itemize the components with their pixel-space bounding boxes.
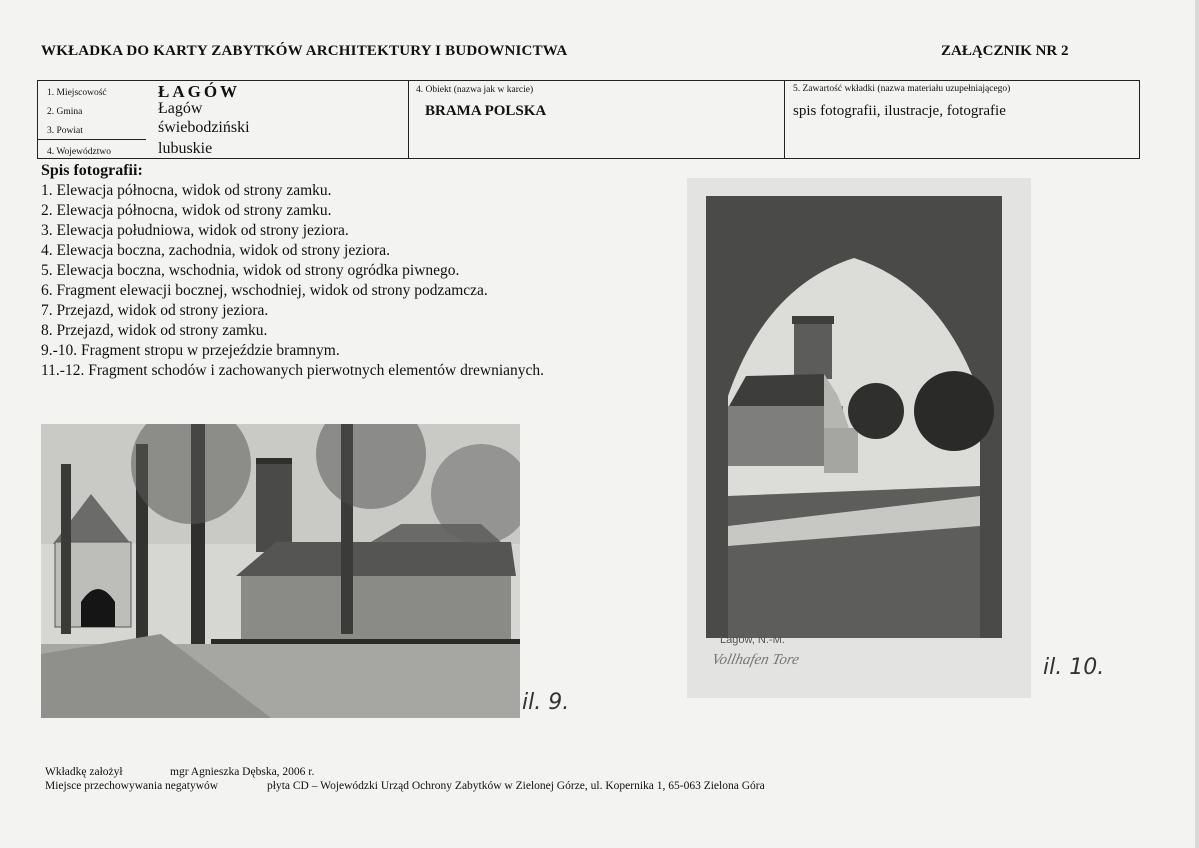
label-commune: 2. Gmina (47, 107, 83, 117)
list-item: 7. Przejazd, widok od strony jeziora. (41, 302, 269, 319)
value-locality: ŁAGÓW (158, 82, 241, 101)
footer-storage (45, 780, 765, 792)
row-locality (38, 81, 409, 100)
row-district (38, 119, 409, 138)
page-edge (1195, 0, 1199, 848)
illustration-10-print-caption: Lagow, N.-M. (720, 634, 785, 646)
label-locality: 1. Miejscowość (47, 88, 107, 98)
value-object: BRAMA POLSKA (425, 103, 547, 119)
value-voivodeship: lubuskie (158, 140, 213, 157)
list-item: 6. Fragment elewacji bocznej, wschodniej, widok od strony podzamcza. (41, 282, 488, 299)
footer-founded (45, 766, 315, 778)
location-column (38, 81, 409, 158)
list-item: 4. Elewacja boczna, zachodnia, widok od strony jeziora. (41, 242, 391, 259)
list-item: 2. Elewacja północna, widok od strony zamku. (41, 202, 332, 219)
illustration-10-mount (687, 178, 1031, 698)
value-commune: Łagów (158, 100, 203, 117)
list-item: 11.-12. Fragment schodów i zachowanych pierwotnych elementów drewnianych. (41, 362, 545, 379)
footer-founded-value: mgr Agnieszka Dębska, 2006 r. (170, 766, 315, 778)
illustration-10-mark: il. 10. (1043, 655, 1105, 680)
illustration-10-image (706, 196, 1002, 638)
photo-list-heading: Spis fotografii: (41, 162, 143, 179)
footer-storage-value: płyta CD – Wojewódzki Urząd Ochrony Zabytków w Zielonej Górze, ul. Kopernika 1, 65-063 Zielona Góra (267, 780, 765, 792)
document-title: WKŁADKA DO KARTY ZABYTKÓW ARCHITEKTURY I BUDOWNICTWA (41, 43, 568, 59)
photo-list (41, 181, 544, 381)
annex-number: ZAŁĄCZNIK NR 2 (941, 43, 1069, 59)
footer-founded-label: Wkładkę założył (45, 766, 123, 778)
content-column (785, 81, 1139, 158)
info-table (37, 80, 1140, 159)
list-item: 1. Elewacja północna, widok od strony zamku. (41, 182, 332, 199)
row-voivodeship (38, 139, 146, 159)
list-item: 3. Elewacja południowa, widok od strony jeziora. (41, 222, 349, 239)
object-column (409, 81, 785, 158)
illustration-10-script-caption: Vollhafen Tore (710, 652, 801, 668)
label-voivodeship: 4. Województwo (47, 147, 111, 157)
label-object: 4. Obiekt (nazwa jak w karcie) (416, 85, 534, 95)
list-item: 9.-10. Fragment stropu w przejeździe bramnym. (41, 342, 340, 359)
row-commune (38, 100, 409, 119)
value-district: świebodziński (158, 119, 250, 136)
list-item: 8. Przejazd, widok od strony zamku. (41, 322, 268, 339)
list-item: 5. Elewacja boczna, wschodnia, widok od strony ogródka piwnego. (41, 262, 460, 279)
illustration-9-image (41, 424, 520, 718)
value-content: spis fotografii, ilustracje, fotografie (793, 103, 1006, 119)
footer-storage-label: Miejsce przechowywania negatywów (45, 780, 219, 792)
label-content: 5. Zawartość wkładki (nazwa materiału uzupełniającego) (793, 84, 1011, 94)
label-district: 3. Powiat (47, 126, 83, 136)
illustration-9-mark: il. 9. (522, 690, 570, 715)
